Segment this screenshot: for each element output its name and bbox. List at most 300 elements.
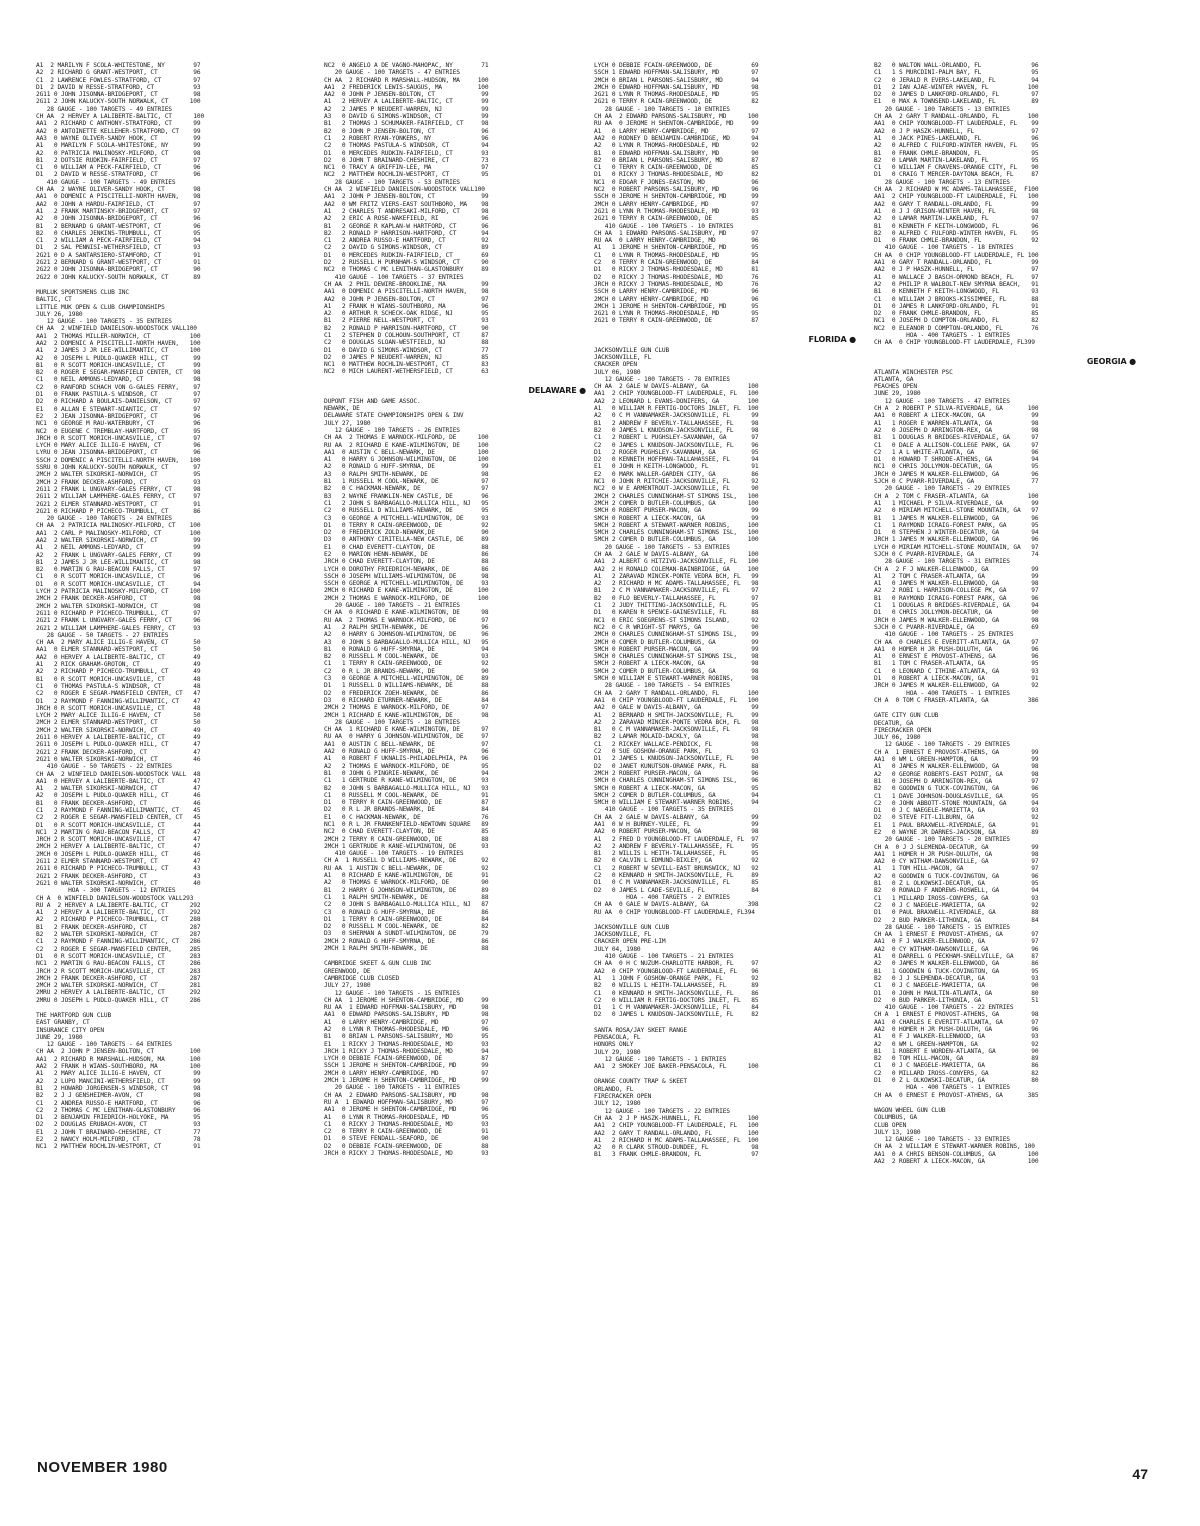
result-line: LYCH 0 DOROTHY FRIEDRICH-NEWARK, DE 86 <box>324 565 489 573</box>
result-line: JRCH 1 RICKY J THOMAS-RHODESDALE, MD 94 <box>324 1047 489 1055</box>
result-line: GATE CITY GUN CLUB <box>874 712 939 720</box>
result-line: CH AA 2 WAYNE OLIVER-SANDY HOOK, CT 98 <box>36 186 201 194</box>
result-line: CH A 1 RUSSELL D WILLIAMS-NEWARK, DE 92 <box>324 857 489 865</box>
result-line: A2 2 JAMES P NEUDERT-WARREN, NJ 99 <box>324 105 489 113</box>
result-line: E1 0 ALLAN E STEWART-NIANTIC, CT 97 <box>36 405 201 413</box>
result-line: CLUB OPEN <box>874 1121 907 1129</box>
result-line: CH AA 0 GALE W DAVIS-ALBANY, GA 398 <box>594 901 759 909</box>
result-line: B1 2 PIERRE NELL-WESTPORT, CT 93 <box>324 317 489 325</box>
result-line: AA1 0 CHIP YOUNGBLOOD-FT LAUDERDALE, FL 100 <box>594 696 759 704</box>
result-line: AA2 0 CY WITHAM-DAWSONVILLE, GA 96 <box>874 945 1039 953</box>
result-line: 12 GAUGE - 100 TARGETS - 22 ENTRIES <box>594 1107 730 1115</box>
result-line: A2 2 ERIC A ROSE-WAKEFIELD, RI 96 <box>324 215 489 223</box>
result-line: CH AA 0 CHARLES E EVERITT-ATLANTA, GA 97 <box>874 638 1039 646</box>
result-line: DECATUR, GA <box>874 719 914 727</box>
result-line: JRCH 2 R SCOTT MORICH-UNCASVILLE, CT 283 <box>36 967 201 975</box>
result-line: 12 GAUGE - 100 TARGETS - 1 ENTRIES <box>594 1055 727 1063</box>
result-line: C1 1 DOUGLAS R BRIDGES-RIVERDALE, GA 94 <box>874 602 1039 610</box>
result-line: 5MCH 0 WILLIAM E STEWART-WARNER ROBINS, 98 <box>594 675 759 683</box>
result-line: C1 1 MILLARD IROSS-CONYERS, GA 93 <box>874 894 1039 902</box>
result-line: B2 0 ROGER E SEGAR-MANSFIELD CENTER, CT 98 <box>36 369 201 377</box>
result-line: 2MCH 2 WALTER SIKORSKI-NORWICH, CT 98 <box>36 602 201 610</box>
result-line: 2G21 2 FRANK L UNGVARY-GALES FERRY, CT 96 <box>36 617 201 625</box>
result-line: NC2 0 THOMAS C MC LENITHAN-GLASTONBURY 89 <box>324 266 489 274</box>
result-line: A1 2 WALTER SIKORSKI-NORWICH, CT 47 <box>36 785 201 793</box>
result-line: A1 2 CHARLES T ANDRESAKI-MILFORD, CT 98 <box>324 207 489 215</box>
result-line: D2 0 BUD PARKER-LITHONIA, GA 51 <box>874 996 1039 1004</box>
result-line: MURLUK SPORTSMENS CLUB INC <box>36 288 129 296</box>
result-line: CH AA 2 RICHARD R MARSHALL-HUDSON, MA 100 <box>324 76 489 84</box>
result-line: 2MCH 1 RICHARD E KANE-WILMINGTON, DE 98 <box>324 711 489 719</box>
result-line: NC2 0 W E ARMENTROUT-JACKSONVILLE, FL 90 <box>594 485 759 493</box>
result-line: B1 2 BERNARD G GRANT-WESTPORT, CT 96 <box>36 222 201 230</box>
result-line: C1 2 RAYMOND F FANNING-WILLIMANTIC, CT 45 <box>36 806 201 814</box>
result-line: AA2 0 GALE W DAVIS-ALBANY, GA 99 <box>594 704 759 712</box>
result-line: 2G21 0 TERRY R CAIN-GREENWOOD, DE 87 <box>594 317 759 325</box>
result-line: 2MCH 0 RICHARD E KANE-WILMINGTON, DE 100 <box>324 587 489 595</box>
result-line: 2G21 2 BERNARD G GRANT-WESTPORT, CT 91 <box>36 259 201 267</box>
result-line: RU A 1 EDWARD HOFFMAN-SALISBURY, MD 97 <box>324 1098 489 1106</box>
result-line: A1 0 LYNN R THOMAS-RHODESDALE, MD 95 <box>324 1113 489 1121</box>
result-line: B1 0 JOSEPH D ARRINGTON-REX, GA 97 <box>874 777 1039 785</box>
result-line: 2G21 2 FRANK DECKER-ASHFORD, CT 43 <box>36 872 201 880</box>
result-line: B1 2 WILLIS L HEITH-TALLAHASSEE, FL 95 <box>594 850 759 858</box>
result-line: ORANGE COUNTY TRAP & SKEET <box>594 1078 687 1086</box>
result-line: C1 2 JUDY THITTING-JACKSONVILLE, FL 95 <box>594 602 759 610</box>
result-line: HONORS ONLY <box>594 1041 634 1049</box>
result-line: C2 2 THOMAS C MC LENITHAN-GLASTONBURY 96 <box>36 1106 201 1114</box>
result-line: CRACKER OPEN PRE-LIM <box>594 938 666 946</box>
result-line: B1 1 DOUGLAS R BRIDGES-RIVERDALE, GA 97 <box>874 434 1039 442</box>
result-line: 2G21 2 WILLIAM LAMPHERE-GALES FERRY, CT 93 <box>36 624 201 632</box>
result-line: DUPONT FISH AND GAME ASSOC. <box>324 397 421 405</box>
result-line: AA1 2 FREDERICK LEWIS-SAUGUS, MA 100 <box>324 83 489 91</box>
result-line: D2 2 BUD PARKER-LITHONIA, GA 84 <box>874 916 1039 924</box>
result-line: 20 GAUGE - 100 TARGETS - 29 ENTRIES <box>874 485 1010 493</box>
result-line: D1 0 R SCOTT MORICH-UNCASVILLE, CT 94 <box>36 580 201 588</box>
results-column-1 <box>36 62 298 1502</box>
result-line: JRCH 0 R SCOTT MORICH-UNCASVILLE, CT 97 <box>36 434 201 442</box>
result-line: JUNE 29, 1980 <box>874 390 921 398</box>
result-line: B2 0 TOM HILL-MACON, GA 89 <box>874 1055 1039 1063</box>
result-line: AA2 0 GARY T RANDALL-ORLANDO, FL 99 <box>874 200 1039 208</box>
result-line: 2G21 0 LYNN R THOMAS-RHODESDALE, MD 95 <box>594 310 759 318</box>
result-line: A2 0 JOSEPH L PUDLO-QUAKER HILL, CT 46 <box>36 792 201 800</box>
result-line: C2 0 JERALD R EVERS-LAKELAND, FL 94 <box>874 76 1039 84</box>
result-line: 2MCH 1 RALPH SMITH-NEWARK, DE 88 <box>324 945 489 953</box>
result-line: C2 0 KENNARD H SMITH-JACKSONVILLE, FL 89 <box>594 872 759 880</box>
result-line: A1 0 WILLIAM R FERTIG-DOCTORS INLET, FL 100 <box>594 405 759 413</box>
result-line: AA2 0 ROBERT PURSER-MACON, GA 98 <box>594 828 759 836</box>
result-line: B2 0 CALVIN L EDMUND-BIXLEY, GA 92 <box>594 857 759 865</box>
result-line: AA1 0 EDWARD PARSONS-SALISBURY, MD 98 <box>324 1011 489 1019</box>
result-line: 28 GAUGE - 100 TARGETS - 49 ENTRIES <box>36 105 172 113</box>
result-line: D2 2 RUSSELL H PURNHAM-S WINDSOR, CT 90 <box>324 259 489 267</box>
result-line: HOA - 400 TARGETS - 2 ENTRIES <box>594 893 730 901</box>
result-line: C1 1 DAVE JOHNSON-DOUGLASVILLE, GA 95 <box>874 792 1039 800</box>
result-line: THE HARTFORD GUN CLUB <box>36 1012 112 1019</box>
result-line: B1 2 FRANK DECKER-ASHFORD, CT 287 <box>36 923 201 931</box>
result-line: E1 2 JOHN T BRAINARD-CHESHIRE, CT 77 <box>36 1128 201 1136</box>
result-line: B1 1 TOM C FRASER-ATLANTA, GA 95 <box>874 660 1039 668</box>
result-line: INSURANCE CITY OPEN <box>36 1026 104 1034</box>
result-line: C1 0 RUSSELL M COOL-NEWARK, DE 91 <box>324 791 489 799</box>
result-line: 5MCH 0 ROBERT A LIECK-MACON, GA 95 <box>594 784 759 792</box>
result-line: 2G21 0 TERRY R CAIN-GREENWOOD, DE 82 <box>594 98 759 106</box>
result-line: CH AA 0 CHIP YOUNGBLOOD-FT LAUDERDALE, FL 100 <box>874 251 1039 259</box>
result-line: C1 0 RICKY J THOMAS-RHODESDALE, MD 93 <box>324 1120 489 1128</box>
result-line: C2 2 ROGER E SEGAR-MANSFIELD CENTER, CT 45 <box>36 814 201 822</box>
result-line: A2 2 RICHARD P PICHECO-TRUMBULL, CT 288 <box>36 916 201 924</box>
result-line: D1 2 SAL PENNISI-WETHERSFIELD, CT 93 <box>36 244 201 252</box>
result-line: 20 GAUGE - 100 TARGETS - 24 ENTRIES <box>36 515 172 523</box>
result-line: CH A 0 TOM C FRASER-ATLANTA, GA 386 <box>874 696 1039 704</box>
result-line: B2 0 LAMAR MARTIN-LAKELAND, FL 95 <box>874 156 1039 164</box>
result-line: JULY 29, 1980 <box>594 1048 641 1056</box>
result-line: A2 0 JOSEPH L PUDLO-QUAKER HILL, CT 99 <box>36 354 201 362</box>
result-line: AA1 2 CHIP YOUNGBLOOD-FT LAUDERDALE, FL 100 <box>594 1122 759 1130</box>
result-line: C1 2 RICKEY WALLACE-PENDICK, FL 98 <box>594 740 759 748</box>
result-line: A1 0 WALLACE J BASCH-ORMOND BEACH, FL 97 <box>874 273 1039 281</box>
result-line: 2MCH 0 COMER D BUTLER-COLUMBUS, GA 99 <box>594 638 759 646</box>
state-marker-georgia: GEORGIA ● <box>1086 356 1136 366</box>
result-line: E2 0 WAYNE JR DARNES-JACKSON, GA 89 <box>874 828 1039 836</box>
result-line: B1 1 JAMES M WALKER-ELLENWOOD, GA 96 <box>874 514 1039 522</box>
result-line: C2 0 SUE GOSHOW-ORANGE PARK, FL 93 <box>594 748 759 756</box>
result-line: SSCH 0 JEROME H SHENTON-CAMBRIDGE, MD 99 <box>594 193 759 201</box>
result-line: 2MCH 2 ROBERT PURSER-MACON, GA 96 <box>594 769 759 777</box>
result-line: C2 0 ROGER E SEGAR-MANSFIELD CENTER, CT 47 <box>36 690 201 698</box>
result-line: LYCH 2 MARY ALICE ILLIG-E HAVEN, CT 50 <box>36 712 201 720</box>
result-line: 2G21 0 LYNN R THOMAS-RHODESDALE, MD 95 <box>594 91 759 99</box>
result-line: B1 2 GEORGE R KAPLAN-W HARTFORD, CT 96 <box>324 222 489 230</box>
result-line: A2 0 JOSEPH D ARRINGTON-REX, GA 98 <box>874 426 1039 434</box>
result-line: B2 0 J J SLEMENDA-DECATUR, GA 93 <box>874 974 1039 982</box>
result-line: 12 GAUGE - 100 TARGETS - 47 ENTRIES <box>874 397 1010 405</box>
result-line: D1 0 R SCOTT MORICH-UNCASVILLE, CT 44 <box>36 821 201 829</box>
result-line: JRCH 0 RICKY J THOMAS-RHODESDALE, MD 93 <box>324 1150 489 1158</box>
result-line: SMCH 0 ROBERT A LIECK-MACON, GA 99 <box>594 514 759 522</box>
section-gap <box>36 1004 298 1012</box>
result-line: B1 1 ROBERT E WORDEN-ATLANTA, GA 90 <box>874 1047 1039 1055</box>
result-line: B2 0 JAMES L KNUDSON-JACKSONVILLE, FL 98 <box>594 426 759 434</box>
result-line: A2 0 LYNN R THOMAS-RHODESDALE, MD 96 <box>324 1026 489 1033</box>
result-line: E1 0 CHAD EVERETT-CLAYTON, DE 88 <box>324 543 489 551</box>
result-line: CH AA 2 WINFIELD DANIELSON-WOODSTOCK VALL100 <box>36 325 197 333</box>
result-line: B2 0 WILLIS L HEITH-TALLAHASSEE, FL 89 <box>594 982 759 990</box>
result-line: B1 0 EDWARD HOFFMAN-SALISBURY, MD 90 <box>594 149 759 157</box>
result-line: A2 0 LYNN R THOMAS-RHODESDALE, MD 92 <box>594 142 759 150</box>
result-line: RU AA 2 RICHARD E KANE-WILMINGTON, DE 100 <box>324 441 489 449</box>
result-line: 20 GAUGE - 100 TARGETS - 53 ENTRIES <box>594 543 730 551</box>
section-gap <box>324 376 586 384</box>
result-line: CRACKER OPEN <box>594 361 637 369</box>
result-line: DELAWARE STATE CHAMPIONSHIPS OPEN & INV <box>324 412 464 420</box>
result-line: JRCH 0 CHAD EVERETT-CLAYTON, DE 88 <box>324 558 489 566</box>
result-line: JRCH 0 JAMES M WALKER-ELLENWOOD, GA 98 <box>874 616 1039 624</box>
result-line: SJCH 0 C PVARR-RIVERDALE, GA 77 <box>874 478 1039 486</box>
result-line: C1 0 WILLIAM F CRAVENS-ORANGE CITY, FL 90 <box>874 164 1039 172</box>
result-line: A1 0 RICHARD E KANE-WILMINGTON, DE 91 <box>324 872 489 880</box>
result-line: AA1 0 HERVEY A LALIBERTE-BALTIC, CT 47 <box>36 777 201 785</box>
result-line: 2G21 0 LYNN R THOMAS-RHODESDALE, MD 93 <box>594 207 759 215</box>
result-line: CH AA 2 HERVEY A LALIBERTE-BALTIC, CT 100 <box>36 113 205 121</box>
result-line: A1 2 JAMES J JR LEE-WILLIMANTIC, CT 100 <box>36 347 201 355</box>
result-line: SANTA ROSA/JAY SKEET RANGE <box>594 1026 687 1034</box>
result-line: C1 0 DALE A ALLISON-COLLEGE PARK, GA 97 <box>874 441 1039 449</box>
result-line: D1 0 TERRY R CAIN-GREENWOOD, DE 87 <box>324 799 489 807</box>
result-line: A2 0 JAMES M WALKER-ELLENWOOD, GA 86 <box>874 960 1039 968</box>
result-line: AA1 0 WM L GREEN-HAMPTON, GA 99 <box>874 756 1039 764</box>
result-line: E1 0 MAX A TOWNSEND-LAKELAND, FL 89 <box>874 98 1039 106</box>
result-line: C3 0 GEORGE A MITCHELL-WILMINGTON, DE 93 <box>324 514 489 522</box>
result-line: NC1 0 EDGAR F JONES-EASTON, MD 96 <box>594 178 759 186</box>
result-line: 2MRU 0 JOSEPH L PUDLO-QUAKER HILL, CT 286 <box>36 996 201 1004</box>
result-line: A1 2 NEIL AMMONS-LEDYARD, CT 99 <box>36 544 201 552</box>
result-line: 2MCH 0 CHARLES CUNNINGHAM-ST SIMONS ISL, 99 <box>594 631 759 639</box>
result-line: 2G21 2 ELMER STANNARD-WESTPORT, CT 91 <box>36 500 201 508</box>
result-line: 2MCH 2 HERVEY A LALIBERTE-BALTIC, CT 47 <box>36 843 201 851</box>
result-line: D1 2 IAN AJAE-WINTER HAVEN, FL 100 <box>874 83 1039 91</box>
result-line: C1 2 LAWRENCE FOWLES-STRATFORD, CT 97 <box>36 76 201 84</box>
result-line: 2G21 2 FRANK DECKER-ASHFORD, CT 47 <box>36 748 201 756</box>
result-line: A1 1 MICHAEL P SILVA-RIVERDALE, GA 99 <box>874 499 1039 507</box>
result-line: 28 GAUGE - 100 TARGETS - 53 ENTRIES <box>324 178 460 186</box>
result-line: A1 0 JAMES M WALKER-ELLENWOOD, GA 98 <box>874 580 1039 588</box>
result-line: A1 2 MARILYN F SCOLA-WHITESTONE, NY 97 <box>36 62 201 69</box>
result-line: A1 0 DARRELL G PECKHAM-SNELLVILLE, GA 87 <box>874 953 1039 961</box>
result-line: B2 2 RONALD P HARRISON-HARTFORD, CT 90 <box>324 324 489 332</box>
result-line: D1 0 FRANK CHMLE-BRANDON, FL 92 <box>874 237 1039 245</box>
result-line: CH AA 0 RICHARD E KANE-WILMINGTON, DE 98 <box>324 609 489 617</box>
result-line: C1 2 JOHN S BARBAGALLO-MULLICA HILL, NJ 95 <box>324 499 489 507</box>
result-line: D1 0 CHRIS JOLLYMON-DECATUR, GA 90 <box>874 609 1039 617</box>
result-line: B1 2 ANDREW F BEVERLY-TALLAHASSEE, FL 98 <box>594 419 759 427</box>
result-line: A2 2 ANDREW F BEVERLY-TALLAHASSEE, FL 95 <box>594 842 759 850</box>
result-line: NC1 0 ERIC SOEGRENS-ST SIMONS ISLAND, 92 <box>594 616 759 624</box>
result-line: C2 0 WILLIAM R FERTIG-DOCTORS INLET, FL 85 <box>594 996 759 1004</box>
result-line: 2MCH 2 ELMER STANNARD-WESTPORT, CT 50 <box>36 719 201 727</box>
result-line: A2 0 GOODWIN G TUCK-COVINGTON, GA 96 <box>874 872 1039 880</box>
result-line: HOA - 400 TARGETS - 1 ENTRIES <box>874 689 1010 697</box>
result-line: E1 1 RICKY J THOMAS-RHODESDALE, MD 93 <box>324 1040 489 1048</box>
result-line: D2 0 RICHARD A BOULAIS-DANIELSON, CT 97 <box>36 398 201 406</box>
result-line: D1 0 C M VANNAMAKER-JACKSONVILLE, FL 85 <box>594 879 759 887</box>
result-line: A1 2 HERVEY A LALIBERTE-BALTIC, CT 99 <box>324 98 489 106</box>
result-line: NC2 0 MICH LAURENT-WETHERSFIELD, CT 63 <box>324 368 489 376</box>
result-line: 410 GAUGE - 100 TARGETS - 22 ENTRIES <box>874 1004 1014 1012</box>
result-line: COLUMBUS, GA <box>874 1114 917 1122</box>
result-line: CH AA 0 ERNEST E PROVOST-ATHENS, GA 385 <box>874 1091 1039 1099</box>
result-line: RU AA 0 JEROME H SHENTON-CAMBRIDGE, MD 99 <box>594 120 759 128</box>
result-line: AA2 2 ROBERT A LIECK-MACON, GA 100 <box>874 1158 1039 1166</box>
result-line: A1 0 HARRY G JOHNSON-WILMINGTON, DE 100 <box>324 456 489 464</box>
result-line: AA2 2 GARY T RANDALL-ORLANDO, FL 100 <box>594 1129 759 1137</box>
result-line: AA1 0 ROBERT A LIECK-MACON, GA 99 <box>874 412 1039 420</box>
result-line: 2MCH 0 LARRY HENRY-CAMBRIDGE, MD 97 <box>324 1069 489 1077</box>
result-line: JRCH 0 JAMES M WALKER-ELLENWOOD, GA 96 <box>874 470 1039 478</box>
result-line: A2 2 LUPO MANCINI-WETHERSFIELD, CT 99 <box>36 1077 201 1085</box>
section-gap <box>36 281 298 289</box>
result-line: C2 0 J C NAEGELE-MARIETTA, GA 92 <box>874 901 1039 909</box>
result-line: JUNE 29, 1980 <box>36 1033 83 1041</box>
result-line: SSCH 0 LARRY HENRY-CAMBRIDGE, MD 96 <box>594 288 759 296</box>
result-line: A1 2 HERVEY A LALIBERTE-BALTIC, CT 292 <box>36 909 201 917</box>
result-line: B1 0 R SCOTT MORICH-UNCASVILLE, CT 48 <box>36 675 201 683</box>
result-line: D2 0 JANET KUNUTSON-ORANGE PARK, FL 88 <box>594 762 759 770</box>
result-line: D1 0 R SCOTT MORICH-UNCASVILLE, CT 283 <box>36 952 201 960</box>
result-line: AA2 0 RONALD G HUFF-SMYRNA, DE 96 <box>324 748 489 756</box>
result-line: 2MCH 2 WALTER SIKORSKI-NORWICH, CT 281 <box>36 982 201 990</box>
result-line: CH AA 2 GARY T RANDALL-ORLANDO, FL 100 <box>594 689 759 697</box>
result-line: AA2 0 HOMER H JR PUSH-DULUTH, GA 96 <box>874 1026 1039 1033</box>
result-line: B1 2 THOMAS J SCHUMAKER-FAIRFIELD, CT 98 <box>324 120 489 128</box>
result-line: 2G11 0 JOHN JISONNA-BRIDGEPORT, CT 98 <box>36 91 201 99</box>
result-line: B1 0 FRANK CHMLE-BRANDON, FL 95 <box>874 149 1039 157</box>
result-line: D1 0 STEPHEN J WINTER-DECATUR, GA 94 <box>874 529 1039 537</box>
result-line: LYCH 0 DEBBIE FCAIN-GREENWOOD, DE 69 <box>594 62 759 69</box>
result-line: JRCH 0 JAMES M WALKER-ELLENWOOD, GA 92 <box>874 682 1039 690</box>
result-line: NC1 0 CHRIS JOLLYMON-DECATUR, GA 95 <box>874 463 1039 471</box>
result-line: C2 0 JAMES L KNUDSON-JACKSONVILLE, FL 96 <box>594 441 759 449</box>
result-line: AA1 2 CHIP YOUNGBLOOD-FT LAUDERDALE, FL 100 <box>594 390 759 398</box>
result-line: 2MCH 2 COMER D BUTLER-COLUMBUS, GA 100 <box>594 499 759 507</box>
result-line: NC2 2 MATTHEW ROCHLIN-WESTPORT, CT 95 <box>324 171 489 179</box>
result-line: BALTIC, CT <box>36 296 72 304</box>
result-line: 2G11 0 RICHARD P PICHECO-TRUMBULL, CT 97 <box>36 609 201 617</box>
result-line: D1 0 HOWARD T SHRODE-ATHENS, GA 94 <box>874 456 1039 464</box>
result-line: D2 2 DOUGLAS ERUBACH-AVON, CT 93 <box>36 1121 201 1129</box>
result-line: D1 2 DAVID W RESSE-STRATFORD, CT 96 <box>36 171 201 179</box>
result-line: CH AA 2 WILLIAM E STEWART-WARNER ROBINS, 100 <box>874 1143 1035 1151</box>
result-line: AA2 0 CHIP YOUNGBLOOD-FT LAUDERDALE, FL 96 <box>594 967 759 975</box>
result-line: C2 0 TERRY R CAIN-GREENWOOD, DE 91 <box>324 1128 489 1136</box>
result-line: 28 GAUGE - 50 TARGETS - 27 ENTRIES <box>36 631 169 639</box>
result-line: 2MRU 2 HERVEY A LALIBERTE-BALTIC, CT 292 <box>36 989 201 997</box>
result-line: D3 0 ANTHONY CIRITELLA-NEW CASTLE, DE 89 <box>324 536 489 544</box>
result-line: A2 2 THOMAS E WARNOCK-MILFORD, DE 95 <box>324 762 489 770</box>
result-line: A2 2 RICHARD H MC ADAMS-TALLAHASSEE, FL 98 <box>594 580 759 588</box>
result-line: D2 0 FRANK CHMLE-BRANDON, FL 85 <box>874 310 1039 318</box>
result-line: D3 0 RICHARD ETURNER-NEWARK, DE 84 <box>324 696 489 704</box>
result-line: C1 1 S MURCDINI-PALM BAY, FL 95 <box>874 69 1039 77</box>
result-line: C1 2 ROBERT W SEVILL-EAST BRUNSWICK, NJ 92 <box>594 864 759 872</box>
result-line: ORLANDO, FL <box>594 1085 634 1093</box>
result-line: AA1 0 A CHRIS BENSON-COLUMBUS, GA 100 <box>874 1150 1039 1158</box>
section-gap <box>874 347 1136 355</box>
result-line: B3 2 WAYNE FRANKLIN-NEW CASTLE, DE 96 <box>324 492 489 500</box>
result-line: 12 GAUGE - 100 TARGETS - 29 ENTRIES <box>874 741 1010 749</box>
result-line: RU AA 0 HARRY G JOHNSON-WILMINGTON, DE 97 <box>324 733 489 741</box>
result-line: 2MCH 2 TERRY R CAIN-GREENWOOD, DE 88 <box>324 835 489 843</box>
result-line: C2 0 RUSSELL D WILLIAMS-NEWARK, DE 95 <box>324 507 489 515</box>
result-line: A1 2 FRANK MARTINSKY-BRIDGEPORT, CT 97 <box>36 207 201 215</box>
result-line: A1 0 LARRY HENRY-CAMBRIDGE, MD 97 <box>594 127 759 135</box>
result-line: AA1 0 AUSTIN C BELL-NEWARK, DE 97 <box>324 740 489 748</box>
result-line: D1 1 RUSSELL D WILLIAMS-NEWARK, DE 88 <box>324 682 489 690</box>
result-line: 2MCH 0 BRIAN L PARSONS-SALISBURY, MD 94 <box>594 76 759 84</box>
result-line: C2 0 TERRY R CAIN-GREENWOOD, DE 84 <box>594 259 759 267</box>
result-line: CH AA 0 H C NUZUM-CHARLOTTE HARBOR, FL 97 <box>594 960 759 968</box>
result-line: HOA - 300 TARGETS - 12 ENTRIES <box>36 887 176 895</box>
result-line: B2 0 JOHN S BARBAGALLO-MULLICA HILL, NJ 93 <box>324 784 489 792</box>
result-line: C3 0 RONALD G HUFF-SMYRNA, DE 86 <box>324 908 489 916</box>
result-line: B1 2 HOWARD JORGENSEN-S WINDSOR, CT 98 <box>36 1084 201 1092</box>
result-line: AA2 2 H RONALD COLEMAN-BAINBRIDGE, GA 100 <box>594 565 759 573</box>
result-line: C1 0 J C NAEGELE-MARIETTA, GA 90 <box>874 982 1039 990</box>
result-line: LYCH 2 PATRICIA MALINOSKY-MILFORD, CT 100 <box>36 588 201 596</box>
result-line: NC1 2 MATTHEW ROCHLIN-WESTPORT, CT 91 <box>36 1143 201 1151</box>
section-gap <box>874 704 1136 712</box>
result-line: AA1 0 ELMER STANNARD-WESTPORT, CT 50 <box>36 646 201 654</box>
result-line: B2 0 RUSSELL M COOL-NEWARK, DE 93 <box>324 653 489 661</box>
result-line: RU AA 1 AUSTIN C BELL-NEWARK, DE 92 <box>324 864 489 872</box>
result-line: E1 0 C HACKMAN-NEWARK, DE 76 <box>324 813 489 821</box>
result-line: D1 0 MERCEDES RUDKIN-FAIRFIELD, CT 69 <box>324 251 489 259</box>
result-line: B2 0 MARTIN G RAU-BEACON FALLS, CT 97 <box>36 566 201 574</box>
result-line: A3 0 DAVID G SIMONS-WINDSOR, CT 99 <box>324 113 489 121</box>
result-line: 28 GAUGE - 100 TARGETS - 15 ENTRIES <box>874 923 1010 931</box>
result-line: CH A 2 F J WALKER-ELLENWOOD, GA 99 <box>874 565 1039 573</box>
result-line: 28 GAUGE - 100 TARGETS - 18 ENTRIES <box>324 718 460 726</box>
result-line: C2 0 R L JR BRANDS-NEWARK, DE 90 <box>324 667 489 675</box>
result-line: 5MCH 2 COMER D BUTLER-COLUMBUS, GA 94 <box>594 791 759 799</box>
result-line: A2 0 PHILIP R WALBOLT-NEW SMYRNA BEACH, 91 <box>874 280 1039 288</box>
result-line: D1 0 JAMES R LANKFORD-ORLANDO, FL 91 <box>874 302 1039 310</box>
result-line: CH AA 2 GALE W DAVIS-ALBANY, GA 100 <box>594 551 759 558</box>
result-line: C1 2 ANDREA RUSSO-E HARTFORD, CT 96 <box>36 1099 201 1107</box>
result-line: A2 0 RONALD G HUFF-SMYRNA, DE 99 <box>324 463 489 471</box>
result-line: A1 1 ROGER E WARREN-ATLANTA, GA 98 <box>874 419 1039 427</box>
result-line: 20 GAUGE - 100 TARGETS - 11 ENTRIES <box>324 1084 460 1092</box>
result-line: 5MCH 0 ROBERT PURSER-MACON, GA 99 <box>594 645 759 653</box>
result-line: JACKSONVILLE, FL <box>594 353 652 361</box>
result-line: A2 0 WM L GREEN-HAMPTON, GA 92 <box>874 1040 1039 1048</box>
result-line: 2G22 0 JOHN KALUCKY-SOUTH NORWALK, CT 89 <box>36 273 201 281</box>
result-line: E2 2 JEAN JISONNA-BRIDGEPORT, CT 96 <box>36 412 201 420</box>
result-line: CH A 2 ROBERT P SILVA-RIVERDALE, GA 100 <box>874 405 1039 413</box>
result-line: 2MCH 0 EDWARD HOFFMAN-SALISBURY, MD 98 <box>594 83 759 91</box>
result-line: A1 1 JEROME H SHENTON-CAMBRIDGE, MD 95 <box>594 244 759 252</box>
result-line: D1 0 ROBERT A LIECK-MACON, GA 91 <box>874 675 1039 683</box>
result-line: D1 0 RICKY J THOMAS-RHODESDALE, MD 82 <box>594 171 759 179</box>
result-line: B1 2 C M VANNAMAKER-JACKSONVILLE, FL 97 <box>594 587 759 595</box>
result-line: E1 0 JOHN H KEITH-LONGWOOD, FL 91 <box>594 463 759 471</box>
result-line: 5MCH 0 CHARLES CUNNINGHAM-ST SIMONS ISL, 96 <box>594 777 759 785</box>
result-line: 2G21 0 WALTER SIKORSKI-NORWICH, CT 40 <box>36 879 201 887</box>
result-line: FIRECRACKER OPEN <box>874 726 932 734</box>
result-line: NC1 0 JOSEPH D COMPTON-ORLANDO, FL 82 <box>874 317 1039 325</box>
result-line: JACKSONVILLE, FL <box>594 931 652 939</box>
result-line: NC1 0 GEORGE M RAU-WATERBURY, CT 96 <box>36 420 201 428</box>
result-line: JULY 04, 1980 <box>594 945 641 953</box>
result-line: A1 2 FRED D YOUNGBLOOD-FT LAUDERDALE, FL 97 <box>594 835 759 843</box>
result-line: SSCH 0 JOSEPH WILLIAMS-WILMINGTON, DE 98 <box>324 572 489 580</box>
result-line: C2 1 A L WHITE-ATLANTA, GA 96 <box>874 448 1039 456</box>
section-gap <box>594 325 856 333</box>
result-line: 2G11 0 HERVEY A LALIBERTE-BALTIC, CT 49 <box>36 734 201 742</box>
result-line: LITTLE MUK OPEN & CLUB CHAMPIONSHIPS <box>36 303 165 311</box>
result-line: D3 0 SHERMAN A SUNDT-WILMINGTON, DE 79 <box>324 930 489 938</box>
result-line: NC2 0 ELEANOR D COMPTON-ORLANDO, FL 76 <box>874 324 1039 332</box>
result-line: C1 1 RAYMOND ICRAIG-FOREST PARK, GA 95 <box>874 521 1039 529</box>
result-line: AA1 0 F J WALKER-ELLENWOOD, GA 97 <box>874 938 1039 946</box>
result-line: CH AA 1 ERNEST E PROVOST-ATHENS, GA 97 <box>874 931 1039 939</box>
result-line: C1 2 ROBERT L PUGHSLEY-SAVANNAH, GA 97 <box>594 434 759 442</box>
result-line: D2 0 R L JR BRANDS-NEWARK, DE 84 <box>324 806 489 814</box>
result-line: A2 0 R CLARK STROUD-DUNDEE, FL 98 <box>594 1144 759 1152</box>
result-line: CH AA 2 JOHN P JENSEN-BOLTON, CT 100 <box>36 1048 201 1056</box>
